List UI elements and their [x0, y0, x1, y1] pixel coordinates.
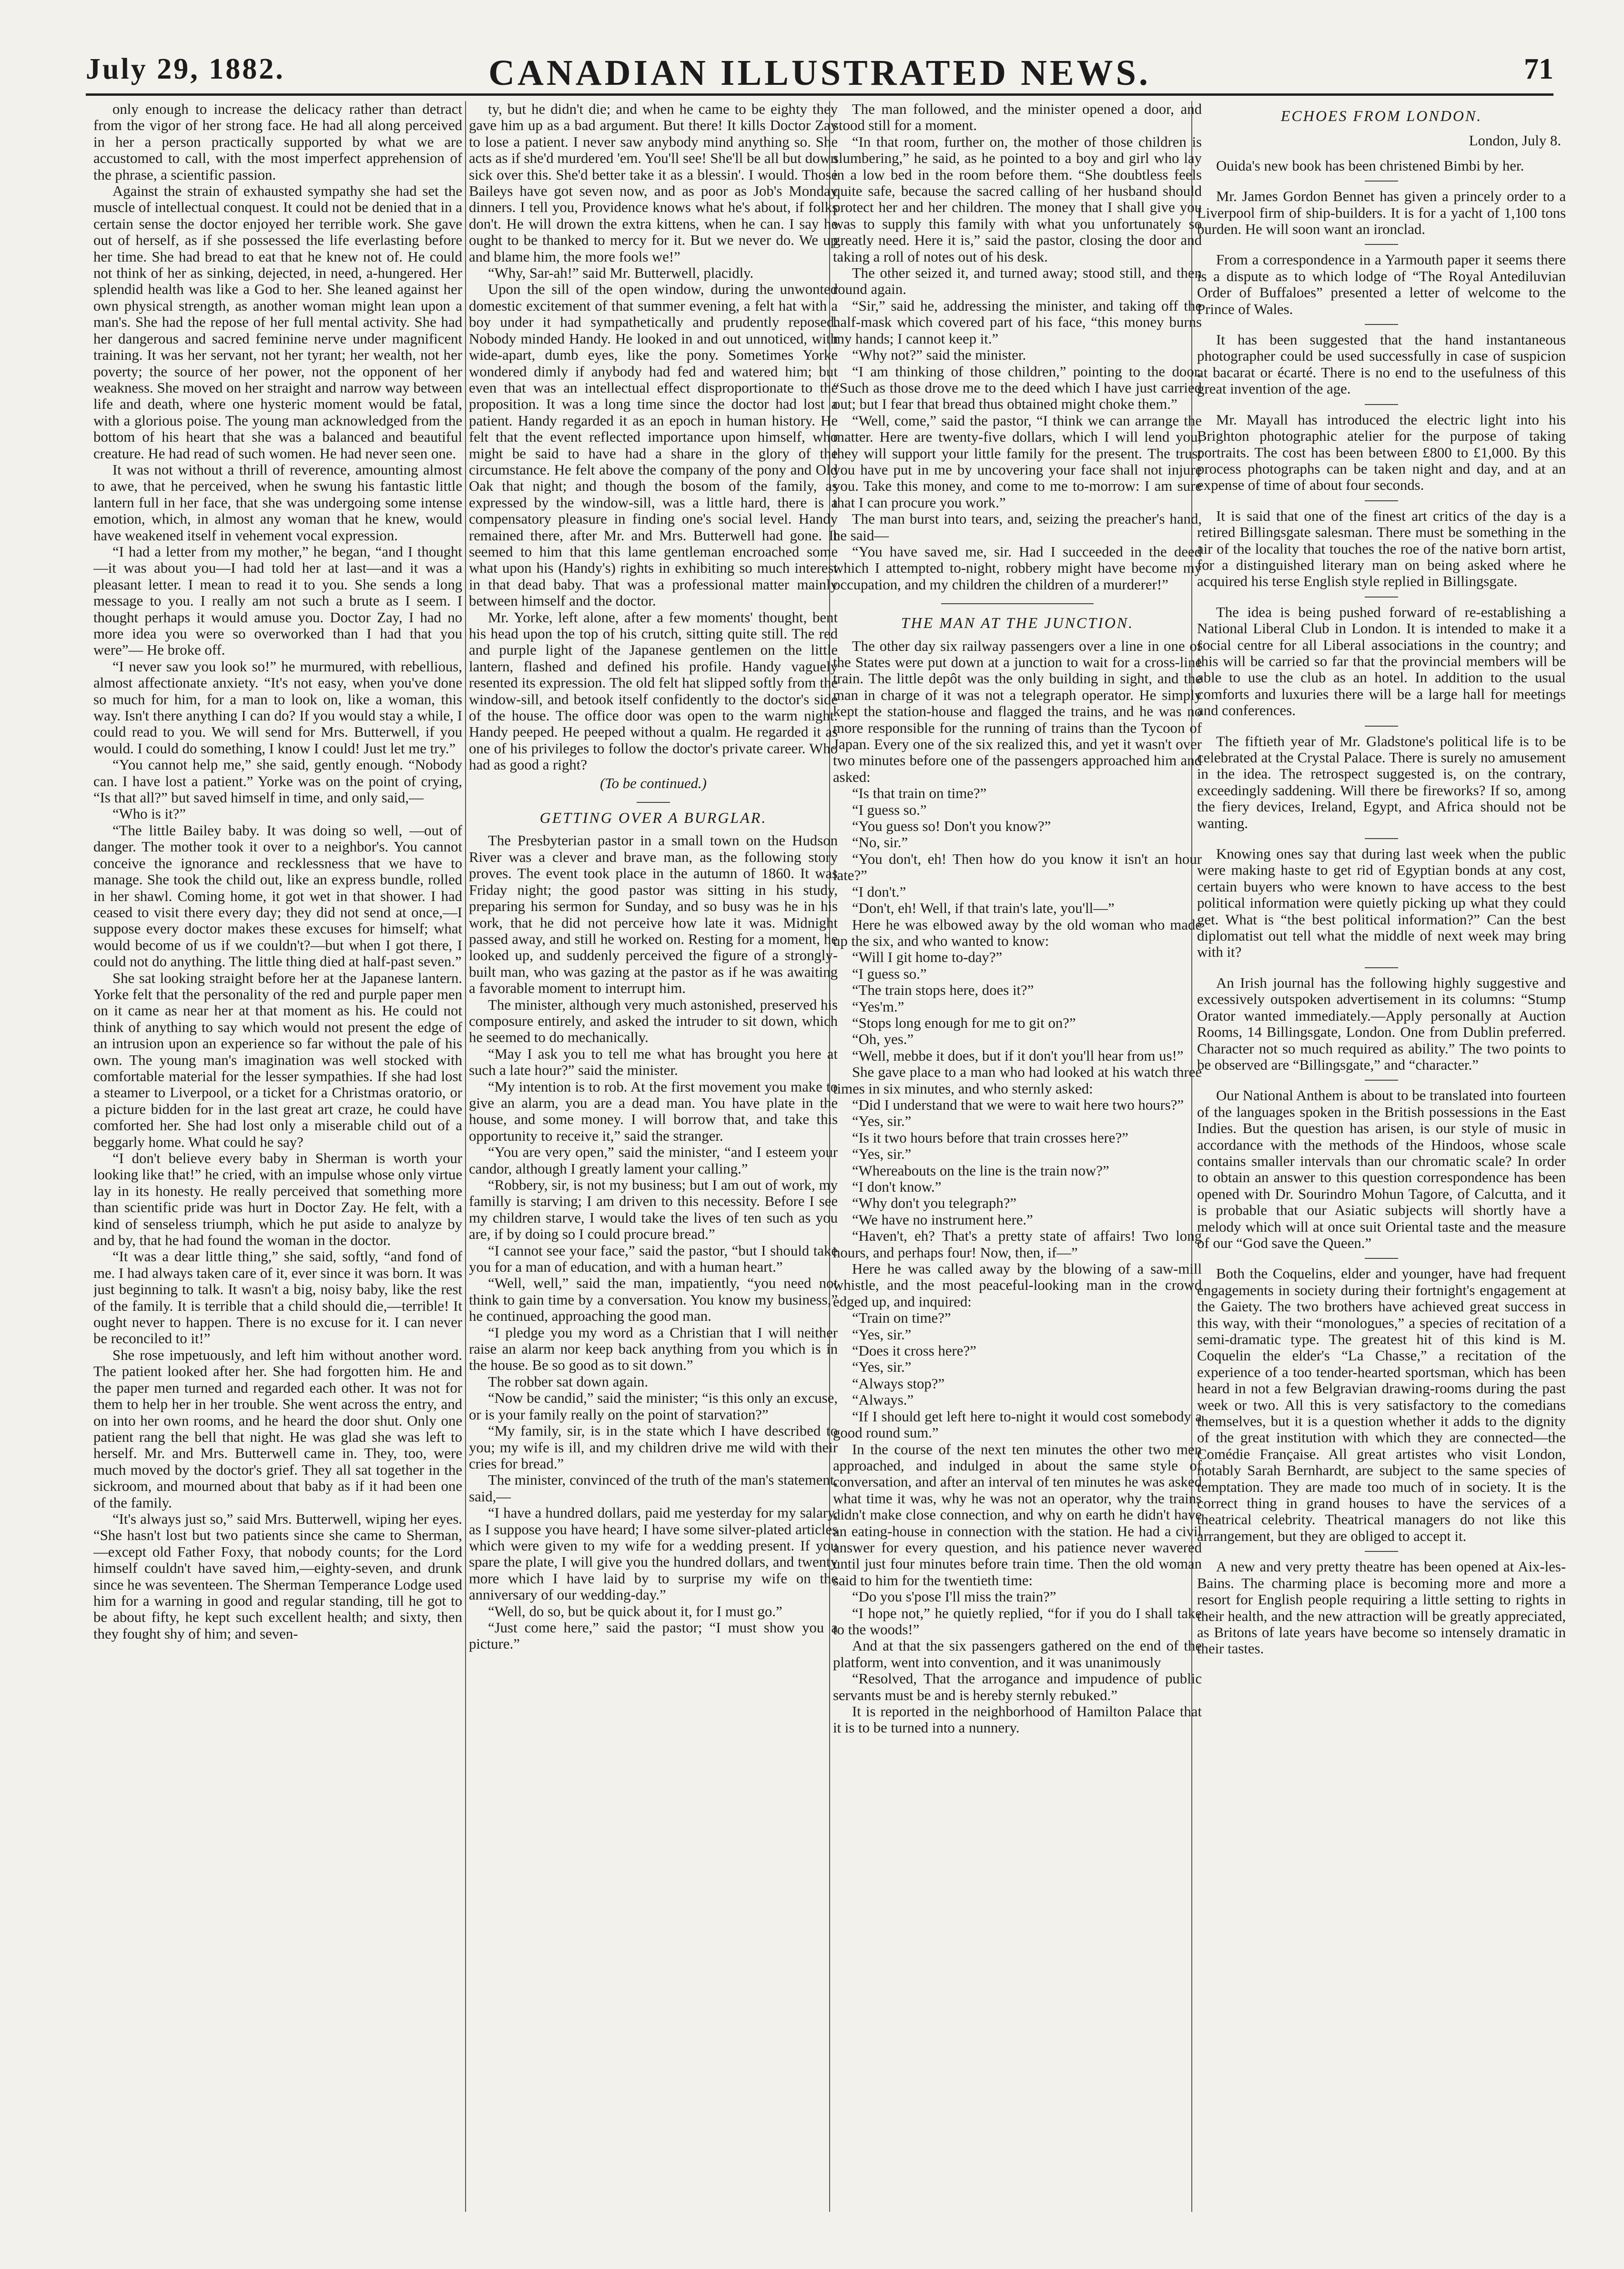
paragraph: “Why don't you telegraph?” [852, 1195, 1017, 1212]
item-rule [1365, 1258, 1398, 1259]
paragraph: It is reported in the neighborhood of Hamilton Palace that it is to be turned into a nunnery. [833, 1703, 1202, 1736]
paragraph: “I hope not,” he quietly replied, “for if you do I shall take to the woods!” [833, 1605, 1202, 1638]
paragraph: “Yes, sir.” [852, 1359, 912, 1376]
paragraph: “Resolved, That the arrogance and impudence of public servants must be and is hereby sternly rebuked.” [833, 1671, 1202, 1703]
item-rule [1365, 404, 1398, 405]
paragraph: The robber sat down again. [488, 1373, 649, 1390]
paragraph: A new and very pretty theatre has been opened at Aix-les-Bains. The charming place is becoming more and more a resort for English people requiring a little setting to rights in their health, and the new attraction will be greatly appreciated, as Britons of late years have become so intensely dramatic in their tastes. [1197, 1559, 1566, 1657]
story-burglar-part2 [833, 101, 1202, 593]
column-1 [93, 101, 462, 2217]
paragraph: “I am thinking of those children,” pointing to the door. “Such as those drove me to the deed which I have just carried out; but I fear that bread thus obtained might choke them.” [833, 363, 1202, 413]
paragraph: “It was a dear little thing,” she said, softly, “and fond of me. I had always taken care of it, ever since it was born. It was just beginning to talk. It wasn't a big, noisy baby, like the rest of the family. It is terrible that a child should die,—terrible! It ought never to happen. There is no excuse for it. I can never be reconciled to it!” [93, 1248, 462, 1347]
story-title-burglar: GETTING OVER A BURGLAR. [539, 809, 767, 827]
paragraph: The idea is being pushed forward of re-establishing a National Liberal Club in London. It is intended to make it a social centre for all Liberal associations in the country; and this will be carried so far that the provincial members will be able to use the club as an hotel. In addition to the usual comforts and luxuries there will be a large hall for meetings and conferences. [1197, 604, 1566, 719]
column-4 [1197, 101, 1566, 2217]
paragraph: The man followed, and the minister opened a door, and stood still for a moment. [833, 101, 1202, 134]
paragraph: Here he was called away by the blowing of a saw-mill whistle, and the most peaceful-looking man in the crowd edged up, and inquired: [833, 1261, 1202, 1310]
paragraph: “Does it cross here?” [852, 1343, 976, 1359]
paragraph: Mr. Yorke, left alone, after a few moments' thought, bent his head upon the top of his crutch, sitting quite still. The red and purple light of the Japanese gentlemen on the little lantern, flashed and defined his profile. Handy vaguely resented its expression. The old felt hat slipped softly from the window-sill, and betook itself confidently to the doctor's side of the house. The office door was open to the warm night. Handy peeped. He peeped without a qualm. He regarded it as one of his privileges to follow the doctor's private career. Who had as good a right? [469, 609, 838, 773]
paragraph: “I guess so.” [852, 965, 927, 982]
paragraph: Both the Coquelins, elder and younger, have had frequent engagements in society during their fortnight's engagement at the Gaiety. The two brothers have achieved great success in this way, with their “monologues,” a species of recitation of a semi-dramatic type. The greatest hit of this kind is M. Coquelin the elder's “La Chasse,” a recitation of the experience of a too tender-hearted sportsman, which has been heard in not a few Belgravian drawing-rooms during the past week or two. All this is very satisfactory to the comedians themselves, but it is a question whether it adds to the dignity of the great institution with which they are connected—the Comédie Française. All great artistes who visit London, notably Sarah Bernhardt, are subject to the same species of temptation. They are made too much of in society. It is the correct thing in grand houses to have the services of a theatrical celebrity. Theatrical managers do not like this arrangement, but they are obliged to accept it. [1197, 1266, 1566, 1544]
item-rule [1365, 244, 1398, 245]
paragraph: “Did I understand that we were to wait here two hours?” [852, 1096, 1184, 1113]
paragraph: “Robbery, sir, is not my business; but I am out of work, my familly is starving; I am driven to this necessity. Before I see my children starve, I would take the lives of ten such as you are, if by doing so I could procure bread.” [469, 1177, 838, 1243]
paragraph: And at that the six passengers gathered on the end of the platform, went into convention, and it was unanimously [833, 1638, 1202, 1671]
paragraph: She rose impetuously, and left him without another word. The patient looked after her. She had forgotten him. He and the paper men turned and regarded each other. It was not for them to help her in her trouble. She went across the entry, and on into her own rooms, and he heard the door shut. Only one patient rang the bell that night. He was glad she was left to herself. Mr. and Mrs. Butterwell came in. They, too, were much moved by the doctor's grief. They all sat together in the sickroom, and mourned about that baby as if it had been one of the family. [93, 1347, 462, 1511]
paragraph: “Is it two hours before that train crosses here?” [852, 1129, 1128, 1146]
paragraph: “You guess so! Don't you know?” [852, 818, 1051, 835]
paragraph: “The train stops here, does it?” [852, 982, 1034, 999]
paragraph: The fiftieth year of Mr. Gladstone's political life is to be celebrated at the Crystal Palace. There is surely no amusement in the idea. The retrospect suggested is, on the contrary, exceedingly saddening. Will there be fireworks? If so, among the fiery devices, Ireland, Egypt, and Africa should not be wanting. [1197, 733, 1566, 831]
paragraph: “Well, well,” said the man, impatiently, “you need not think to gain time by a conversation. You know my business,” he continued, approaching the good man. [469, 1275, 838, 1325]
paragraph: “Oh, yes.” [852, 1031, 914, 1048]
paragraph: “Do you s'pose I'll miss the train?” [852, 1589, 1056, 1605]
paragraph: “Yes, sir.” [852, 1113, 912, 1130]
item-rule [1365, 967, 1398, 968]
paragraph: Mr. James Gordon Bennet has given a princely order to a Liverpool firm of ship-builders. It is for a yacht of 1,100 tons burden. He will soon want an ironclad. [1197, 188, 1566, 238]
paragraph: “I don't believe every baby in Sherman is worth your looking like that!” he cried, with an impulse whose only virtue lay in its honesty. He really perceived that something more than scientific pride was hurt in Doctor Zay. He felt, with a kind of senseless triumph, which he put aside to analyze by and by, that he had found the woman in the doctor. [93, 1150, 462, 1249]
paragraph: “Who is it?” [112, 806, 186, 822]
paragraph: “I had a letter from my mother,” he began, “and I thought—it was about you—I had told her at last—and it was a pleasant letter. I mean to read it to you. She sends a long message to you. I really am not such a brute as I seem. I thought perhaps it would amuse you. Doctor Zay, I had no more idea you were so overworked than I had that you were”— He broke off. [93, 543, 462, 658]
paragraph: “Stops long enough for me to git on?” [852, 1014, 1076, 1031]
paragraph: “May I ask you to tell me what has brought you here at such a late hour?” said the minister. [469, 1045, 838, 1079]
paragraph: The minister, convinced of the truth of the man's statement, said,— [469, 1472, 838, 1505]
paragraph: only enough to increase the delicacy rather than detract from the vigor of her strong face. He had all along perceived in her a person practically supported by what we are accustomed to call, with the most imperfect apprehension of the phrase, a scientific passion. [93, 101, 462, 183]
paragraph: Upon the sill of the open window, during the unwonted domestic excitement of that summer evening, a felt hat with a boy under it had sympathetically and prudently reposed. Nobody minded Handy. He looked in and out unnoticed, with wide-apart, dumb eyes, like the pony. Sometimes Yorke wondered dimly if anybody had fed and watered him; but even that was an intellectual effect disproportionate to the proposition. It was a long time since the doctor had lost a patient. Handy regarded it as an epoch in human history. He felt that the event reflected importance upon himself, who might be said to have had a share in the glory of the circumstance. He felt above the company of the pony and Old Oak that night; and though the bosom of the family, as expressed by the window-sill, was a little hard, there is a compensatory pleasure in finding one's social level. Handy remained there, after Mr. and Mrs. Butterwell had gone. It seemed to him that this lame gentleman encroached some what upon his (Handy's) rights in exhibiting so much interest in that dead baby. That was a professional matter mainly between himself and the doctor. [469, 281, 838, 609]
paragraph: “Is that train on time?” [852, 785, 987, 802]
item-rule [1365, 1551, 1398, 1552]
paragraph: “In that room, further on, the mother of those children is slumbering,” he said, as he pointed to a boy and girl who lay in a low bed in the room before them. “She doubtless feels quite safe, because the sacred calling of her husband should protect her and her children. The money that I shall give you was to supply this family with what you unfortunately so greatly need. Here it is,” said the pastor, closing the door and taking a roll of notes out of his desk. [833, 133, 1202, 265]
paragraph: “Will I git home to-day?” [852, 949, 1003, 966]
issue-date: July 29, 1882. [86, 53, 285, 85]
paragraph: “I have a hundred dollars, paid me yesterday for my salary, as I suppose you have heard; I have some silver-plated articles which were given to my wife for a wedding present. If you spare the plate, I will give you the hundred dollars, and twenty more which I have laid by to surprise my wife on the anniversary of our wedding-day.” [469, 1505, 838, 1603]
paragraph: “We have no instrument here.” [852, 1211, 1033, 1228]
paragraph: An Irish journal has the following highly suggestive and excessively outspoken advertisement in its columns: “Stump Orator wanted immediately.—Apply personally at Auction Rooms, 14 Billingsgate, London. One from Dublin preferred. Character not so much required as ability.” The two points to be observed are “Billingsgate,” and “character.” [1197, 974, 1566, 1073]
paragraph: Mr. Mayall has introduced the electric light into his Brighton photographic atelier for the purpose of taking portraits. The cost has been between £800 to £1,000. By this process photographs can be taken night and day, and at an expense of time of about four seconds. [1197, 411, 1566, 494]
dateline: London, July 8. [1469, 132, 1561, 149]
paragraph: “I pledge you my word as a Christian that I will neither raise an alarm nor keep back anything from you which is in the house. Be so good as to sit down.” [469, 1324, 838, 1374]
column-2 [469, 101, 838, 2217]
paragraph: It was not without a thrill of reverence, amounting almost to awe, that he perceived, when he swung his fantastic little lantern full in her face, that she was undergoing some intense emotion, which, in almost any woman that he knew, would have weakened itself in vehement vocal expression. [93, 461, 462, 544]
paragraph: The man burst into tears, and, seizing the preacher's hand, he said— [833, 511, 1202, 544]
story-doctor-zay-part2 [469, 101, 838, 773]
item-rule [1365, 838, 1398, 839]
paragraph: She sat looking straight before her at the Japanese lantern. Yorke felt that the personality of the red and purple paper men on it came as near her at that moment as his. He could not think of anything to say which would not present the edge of an intrusion upon an experience so far without the pale of his own. The young man's imagination was well stocked with comfortable material for the lesser sympathies. If she had lost a steamer to Liverpool, or a ticket for a Christmas oratorio, or a picture bidden for in the last great art craze, he could have comforted her. She had lost only a miserable child out of a beggarly home. What could he say? [93, 970, 462, 1150]
item-rule [1365, 597, 1398, 598]
item-rule [1365, 181, 1398, 182]
to-be-continued: (To be continued.) [600, 775, 707, 791]
paragraph: “Whereabouts on the line is the train now?” [852, 1162, 1109, 1179]
paragraph: “Just come here,” said the pastor; “I must show you a picture.” [469, 1619, 838, 1652]
paragraph: “I don't know.” [852, 1179, 942, 1195]
section-title-echoes: ECHOES FROM LONDON. [1280, 107, 1482, 124]
paragraph: Our National Anthem is about to be translated into fourteen of the languages spoken in the British possessions in the East Indies. But the question has arisen, is our style of music in accordance with the methods of the Hindoos, whose scale contains smaller intervals than our chromatic scale? In order to obtain an answer to this question correspondence has been opened with Dr. Sourindro Mohun Tagore, of Calcutta, and it is probable that our Asiatic subjects will shortly have a melody which will at once suit Oriental taste and the measure of our “God save the Queen.” [1197, 1087, 1566, 1251]
paragraph: From a correspondence in a Yarmouth paper it seems there is a dispute as to which lodge of “The Royal Antediluvian Order of Buffaloes” presented a letter of welcome to the Prince of Wales. [1197, 252, 1566, 317]
paragraph: The Presbyterian pastor in a small town on the Hudson River was a clever and brave man, as the following story proves. The event took place in the autumn of 1860. It was Friday night; the good pastor was sitting in his study, preparing his sermon for Sunday, and so busy was he in his work, that he did not perceive how late it was. Midnight passed away, and still he worked on. Resting for a moment, he looked up, and suddenly perceived the figure of a strongly-built man, who was gazing at the pastor as if he was awaiting a favorable moment to interrupt him. [469, 832, 838, 997]
paragraph: “My intention is to rob. At the first movement you make to give an alarm, you are a dead man. You have plate in the house, and some money. I will borrow that, and take this opportunity to receive it,” said the stranger. [469, 1078, 838, 1144]
paragraph: “Always.” [852, 1392, 914, 1408]
paragraph: She gave place to a man who had looked at his watch three times in six minutes, and who sternly asked: [833, 1064, 1202, 1097]
paragraph: The minister, although very much astonished, preserved his composure entirely, and asked the intruder to sit down, which he seemed to do mechanically. [469, 996, 838, 1046]
masthead-title: CANADIAN ILLUSTRATED NEWS. [488, 53, 1151, 93]
paragraph: Here he was elbowed away by the old woman who made up the six, and who wanted to know: [833, 916, 1202, 949]
paragraph: “I never saw you look so!” he murmured, with rebellious, almost affectionate anxiety. “It's not easy, when you've done so much for him, for a man to look on, like a woman, this way. Isn't there anything I can do? If you would stay a while, I could read to you. We will send for Mrs. Butterwell, if you would. I could do something, I know I could! Just let me try.” [93, 658, 462, 757]
paragraph: Ouida's new book has been christened Bimbi by her. [1216, 157, 1524, 174]
paragraph: “Now be candid,” said the minister; “is this only an excuse, or is your family really on the point of starvation?” [469, 1390, 838, 1423]
item-rule [1365, 726, 1398, 727]
paragraph: “You don't, eh! Then how do you know it isn't an hour late?” [833, 851, 1202, 884]
paragraph: “Haven't, eh? That's a pretty state of affairs! Two long hours, and perhaps four! Now, then, if—” [833, 1228, 1202, 1261]
paragraph: “You are very open,” said the minister, “and I esteem your candor, although I greatly lament your calling.” [469, 1144, 838, 1177]
paragraph: “Why not?” said the minister. [852, 347, 1026, 364]
item-rule [1365, 500, 1398, 501]
story-burglar-part1 [469, 832, 838, 1652]
paragraph: “You have saved me, sir. Had I succeeded in the deed which I attempted to-night, robbery might have become my occupation, and my children the children of a murderer!” [833, 543, 1202, 593]
story-title-junction: THE MAN AT THE JUNCTION. [901, 614, 1134, 632]
paragraph: The other day six railway passengers over a line in one of the States were put down at a junction to wait for a cross-line train. The little depôt was the only building in sight, and the man in charge of it was not a telegraph operator. He simply kept the station-house and flagged the trains, and he was no more responsible for the running of trains than the Tycoon of Japan. Every one of the six realized this, and yet it wasn't over two minutes before one of the passengers approached him and asked: [833, 638, 1202, 785]
paragraph: It has been suggested that the hand instantaneous photographer could be used successfully in case of suspicion at bacarat or écarté. There is no end to the usefulness of this great invention of the age. [1197, 332, 1566, 397]
paragraph: “It's always just so,” said Mrs. Butterwell, wiping her eyes. “She hasn't lost but two patients since she came to Sherman,—except old Father Foxy, that nobody counts; for the Lord himself couldn't have saved him,—eighty-seven, and drunk since he was seventeen. The Sherman Temperance Lodge used him for a warning in good and regular standing, till he got to be about fifty, he kept such excellent health; and sixty, then they fought shy of him; and seven- [93, 1510, 462, 1642]
story-junction [833, 638, 1202, 1736]
paragraph: “I guess so.” [852, 801, 927, 818]
paragraph: “Always stop?” [852, 1375, 945, 1392]
paragraph: “Why, Sar-ah!” said Mr. Butterwell, placidly. [488, 265, 754, 282]
section-rule [941, 603, 1094, 604]
column-3 [833, 101, 1202, 2217]
paragraph: “Yes, sir.” [852, 1326, 912, 1343]
column-divider [465, 101, 466, 2212]
paragraph: In the course of the next ten minutes the other two men approached, and indulged in about the same style of conversation, and after an interval of ten minutes he was asked what time it was, why he was not an operator, why the trains didn't make close connection, and why on earth he didn't have an eating-house in connection with the station. He had a civil answer for every question, and his patience never wavered until just four minutes before train time. Then the old woman said to him for the twentieth time: [833, 1441, 1202, 1589]
paragraph: Knowing ones say that during last week when the public were making haste to get rid of Egyptian bonds at any cost, certain buyers who were known to have access to the best political information were quietly picking up what they could get. What is “the best political information?” Can the best diplomatist out tell what the middle of next week may bring with it? [1197, 846, 1566, 961]
paragraph: It is said that one of the finest art critics of the day is a retired Billingsgate salesman. There must be something in the air of the locality that touches the roe of the native born artist, for a distinguished literary man on being asked where he acquired his terse English style replied in Billingsgate. [1197, 507, 1566, 590]
paragraph: “Don't, eh! Well, if that train's late, you'll—” [852, 900, 1115, 917]
paragraph: “Sir,” said he, addressing the minister, and taking off the half-mask which covered part of his face, “this money burns my hands; I cannot keep it.” [833, 297, 1202, 347]
paragraph: “Well, do so, but be quick about it, for I must go.” [488, 1603, 782, 1620]
header-rule [86, 93, 1553, 96]
paragraph: “Yes'm.” [852, 998, 904, 1015]
paragraph: “The little Bailey baby. It was doing so well, —out of danger. The mother took it over to a neighbor's. You cannot conceive the ignorance and recklessness that we have to manage. She took the child out, like an express bundle, rolled in her shawl. Coming home, it got wet in that shower. I had ceased to visit there every day; they did not send at once,—I suppose every doctor makes these excuses for himself; what would become of us if we couldn't?—but when I got there, I could not do anything. The little thing died at half-past seven.” [93, 822, 462, 970]
paragraph: The other seized it, and turned away; stood still, and then round again. [833, 265, 1202, 298]
section-rule [637, 802, 670, 803]
paragraph: “I cannot see your face,” said the pastor, “but I should take you for a man of education, and with a human heart.” [469, 1242, 838, 1276]
paragraph: “I don't.” [852, 883, 906, 900]
paragraph: “Well, mebbe it does, but if it don't you'll hear from us!” [852, 1047, 1184, 1064]
paragraph: ty, but he didn't die; and when he came to be eighty they gave him up as a bad argument. But there! It kills Doctor Zay to lose a patient. I never saw anybody mind anything so. She acts as if she'd murdered 'em. You'll see! She'll be all but down sick over this. She'd better take it as a blessin'. I would. Those Baileys have got seven now, and as poor as Job's Monday dinners. I tell you, Providence knows what he's about, if folks don't. He will drown the extra kittens, when he can. I say he ought to be thanked to mercy for it. But we never do. We up and blame him, the more fools we!” [469, 101, 838, 265]
paragraph: “Train on time?” [852, 1310, 951, 1327]
paragraph: “No, sir.” [852, 834, 908, 851]
paragraph: “My family, sir, is in the state which I have described to you; my wife is ill, and my children drive me wild with their cries for bread.” [469, 1423, 838, 1472]
item-rule [1365, 324, 1398, 325]
paragraph: “Well, come,” said the pastor, “I think we can arrange the matter. Here are twenty-five dollars, which I will lend you; they will support your little family for the present. The trust you have put in me by uncovering your face shall not injure you. Take this money, and come to me to-morrow: I am sure that I can procure you work.” [833, 412, 1202, 511]
item-rule [1365, 1080, 1398, 1081]
paragraph: “If I should get left here to-night it would cost somebody a good round sum.” [833, 1408, 1202, 1441]
page-number: 71 [1524, 53, 1553, 85]
paragraph: “Yes, sir.” [852, 1146, 912, 1163]
echoes-items [1197, 158, 1566, 1657]
paragraph: Against the strain of exhausted sympathy she had set the muscle of intellectual conquest. It could not be denied that in a certain sense the doctor enjoyed her terrible work. She gave out of herself, as if she possessed the life everlasting before her time. She had bread to eat that he knew not of. He could not think of her as sinking, dejected, in need, a-hungered. Her splendid health was like a God to her. She leaned against her own physical strength, as another woman might lean upon a man's. She had the repose of her full mental activity. She had her dangerous and sacred feminine nerve under magnificent training. It was her servant, not her tyrant; her wealth, not her poverty; the source of her power, not the opponent of her weakness. She moved on her straight and narrow way between life and death, where one hysteric moment would be fatal, with a glorious poise. The young man acknowledged from the bottom of his heart that she was a balanced and beautiful creature. He had read of such women. He had never seen one. [93, 183, 462, 462]
story-doctor-zay-part1 [93, 101, 462, 1642]
paragraph: “You cannot help me,” she said, gently enough. “Nobody can. I have lost a patient.” Yorke was on the point of crying, “Is that all?” but saved himself in time, and only said,— [93, 757, 462, 806]
